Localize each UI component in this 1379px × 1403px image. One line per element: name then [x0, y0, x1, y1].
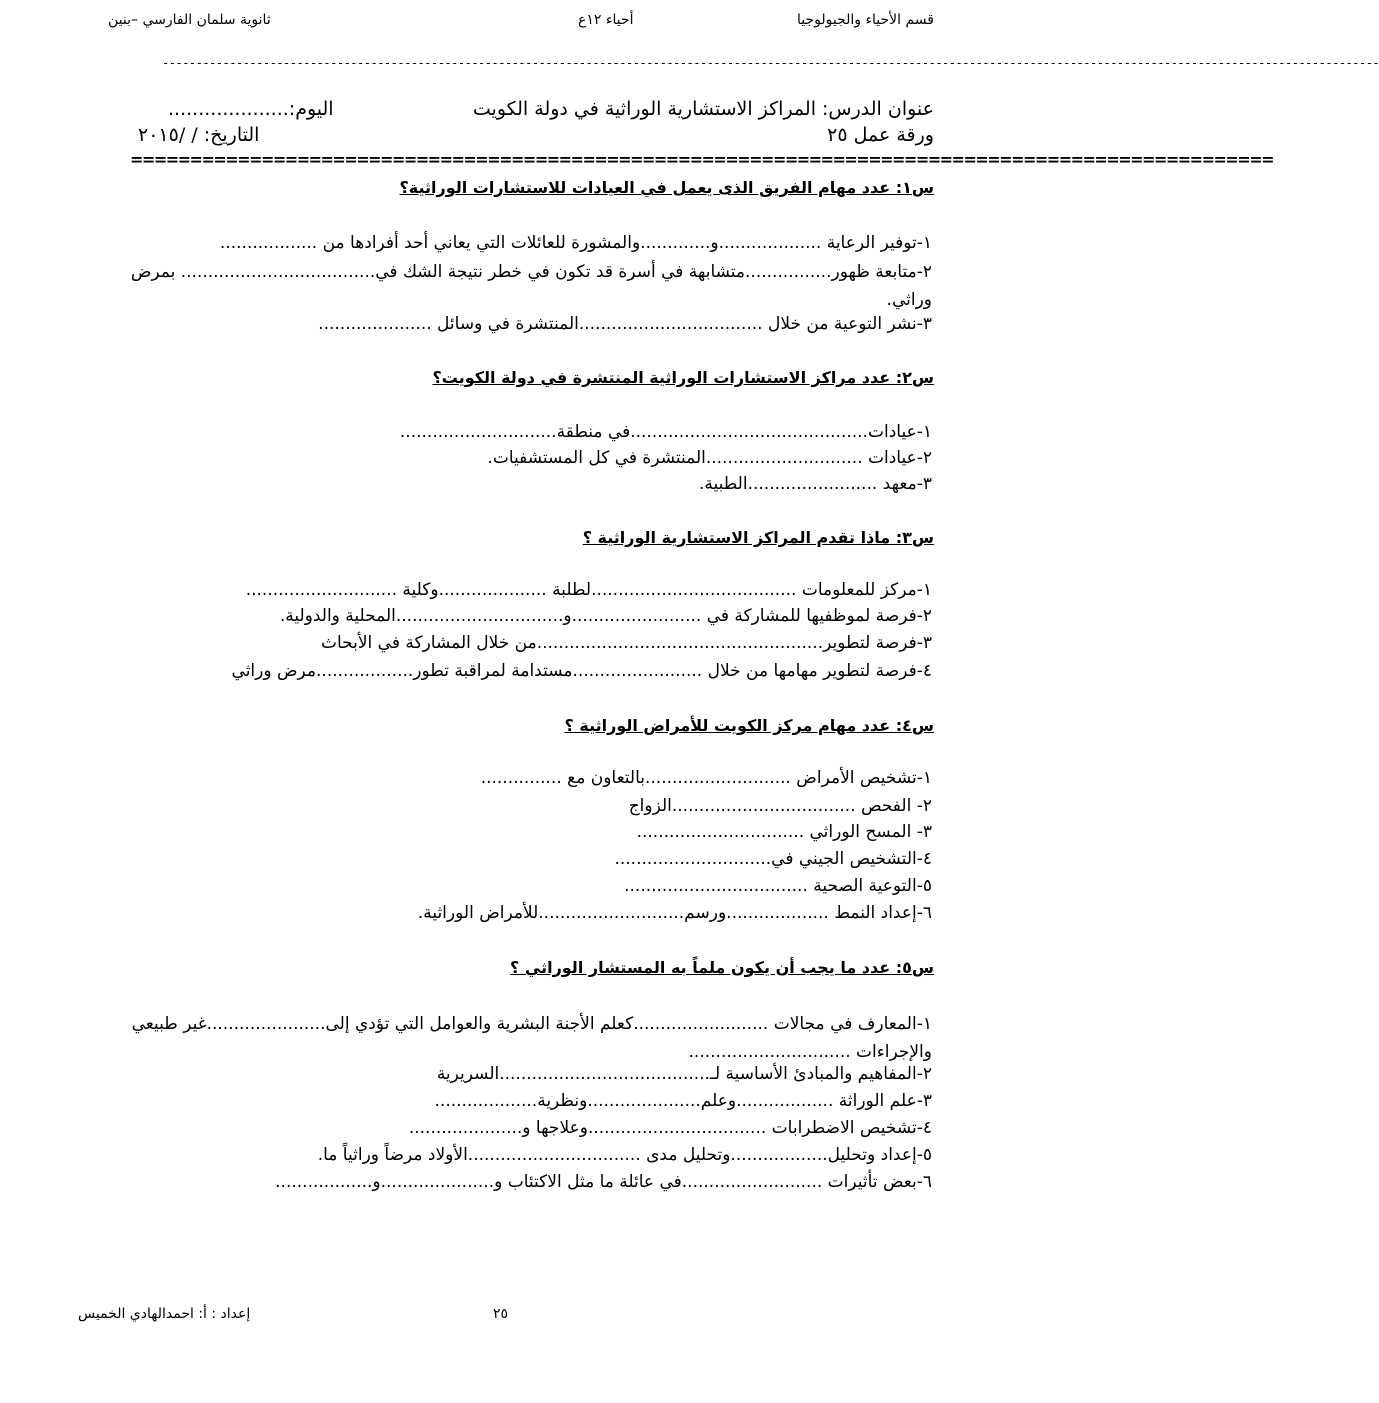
- question-5-line-1: ١-المعارف في مجالات .........................كعلم الأجنة البشرية والعوامل التي تؤدي إلى......................غير طبيعي والإجراءات ..............................: [131, 1014, 932, 1062]
- question-4-line-3: ٣- المسح الوراثي ...............................: [636, 822, 932, 842]
- school-label: ثانوية سلمان الفارسي –بنين: [108, 12, 271, 28]
- question-4-line-4: ٤-التشخيص الجيني في.............................: [614, 849, 932, 869]
- question-3-line-4: ٤-فرصة لتطوير مهامها من خلال ........................مستدامة لمراقبة تطور..................مرض وراثي: [231, 661, 932, 681]
- question-3-line-2: ٢-فرصة لموظفيها للمشاركة في ........................و...............................المحلية والدولية.: [279, 606, 932, 626]
- question-2-line-2: ٢-عيادات .............................المنتشرة في كل المستشفيات.: [487, 448, 932, 468]
- title-divider: ================================================================================================: [130, 150, 1273, 169]
- question-2-title: س٢: عدد مراكز الاستشارات الوراثية المنتشرة في دولة الكويت؟: [432, 368, 934, 387]
- question-1-line-3: ٣-نشر التوعية من خلال ..................................المنتشرة في وسائل .....................: [318, 314, 932, 334]
- lesson-title: عنوان الدرس: المراكز الاستشارية الوراثية في دولة الكويت: [472, 98, 934, 120]
- question-2-line-1: ١-عيادات............................................في منطقة.............................: [399, 422, 932, 442]
- question-5-line-4: ٤-تشخيص الاضطرابات .................................وعلاجها و.....................: [408, 1118, 932, 1138]
- worksheet-number: ورقة عمل ٢٥: [827, 124, 934, 146]
- question-5-line-6: ٦-بعض تأثيرات ..........................في عائلة ما مثل الاكتئاب و.....................و..................: [275, 1172, 932, 1192]
- question-4-title: س٤: عدد مهام مركز الكويت للأمراض الوراثية ؟: [564, 716, 934, 735]
- question-2-line-3: ٣-معهد ........................الطبية.: [698, 474, 932, 494]
- question-5-title: س٥: عدد ما يجب أن يكون ملماً به المستشار الوراثي ؟: [510, 958, 934, 977]
- author-credit: إعداد : أ: احمدالهادي الخميس: [78, 1306, 251, 1322]
- question-4-line-6: ٦-إعداد النمط ...................ورسم...........................للأمراض الوراثية.: [417, 903, 932, 923]
- question-4-line-5: ٥-التوعية الصحية ..................................: [624, 876, 932, 896]
- date-field: التاريخ: / /٢٠١٥: [138, 124, 260, 146]
- question-3-line-1: ١-مركز للمعلومات ......................................لطلبة ....................وكلية ............................: [245, 580, 932, 600]
- page-number: ٢٥: [493, 1306, 509, 1322]
- department-label: قسم الأحياء والجيولوجيا: [796, 12, 934, 28]
- question-3-title: س٣: ماذا تقدم المراكز الاستشارية الوراثية ؟: [582, 528, 934, 547]
- question-1-line-1: ١-توفير الرعاية ...................و.............والمشورة للعائلات التي يعاني أحد أفرادها من ..................: [219, 233, 932, 253]
- question-5-line-5: ٥-إعداد وتحليل..................وتحليل مدى ................................الأولاد مرضاً وراثياً ما.: [317, 1145, 932, 1165]
- question-4-line-1: ١-تشخيص الأمراض ...........................بالتعاون مع ...............: [480, 768, 932, 788]
- question-5-line-2: ٢-المفاهيم والمبادئ الأساسية لـ.......................................السريرية: [436, 1064, 932, 1084]
- question-3-line-3: ٣-فرصة لتطوير.....................................................من خلال المشاركة في الأبحاث: [320, 633, 932, 653]
- header-divider: -------------------------------------------------------------------------------------------------------------------------------------------------------------------------------------: [162, 56, 1379, 70]
- subject-label: أحياء ١٢ع: [578, 12, 634, 28]
- question-1-line-2: ٢-متابعة ظهور................متشابهة في أسرة قد تكون في خطر نتيجة الشك في.................................... بمرض وراثي.: [130, 262, 932, 310]
- question-4-line-2: ٢- الفحص ..................................الزواج: [628, 796, 932, 816]
- question-1-title: س١: عدد مهام الفريق الذى يعمل في العيادات للاستشارات الوراثية؟: [399, 178, 934, 197]
- day-field: اليوم:....................: [168, 98, 334, 120]
- question-5-line-3: ٣-علم الوراثة ..................وعلم.....................ونظرية...................: [434, 1091, 932, 1111]
